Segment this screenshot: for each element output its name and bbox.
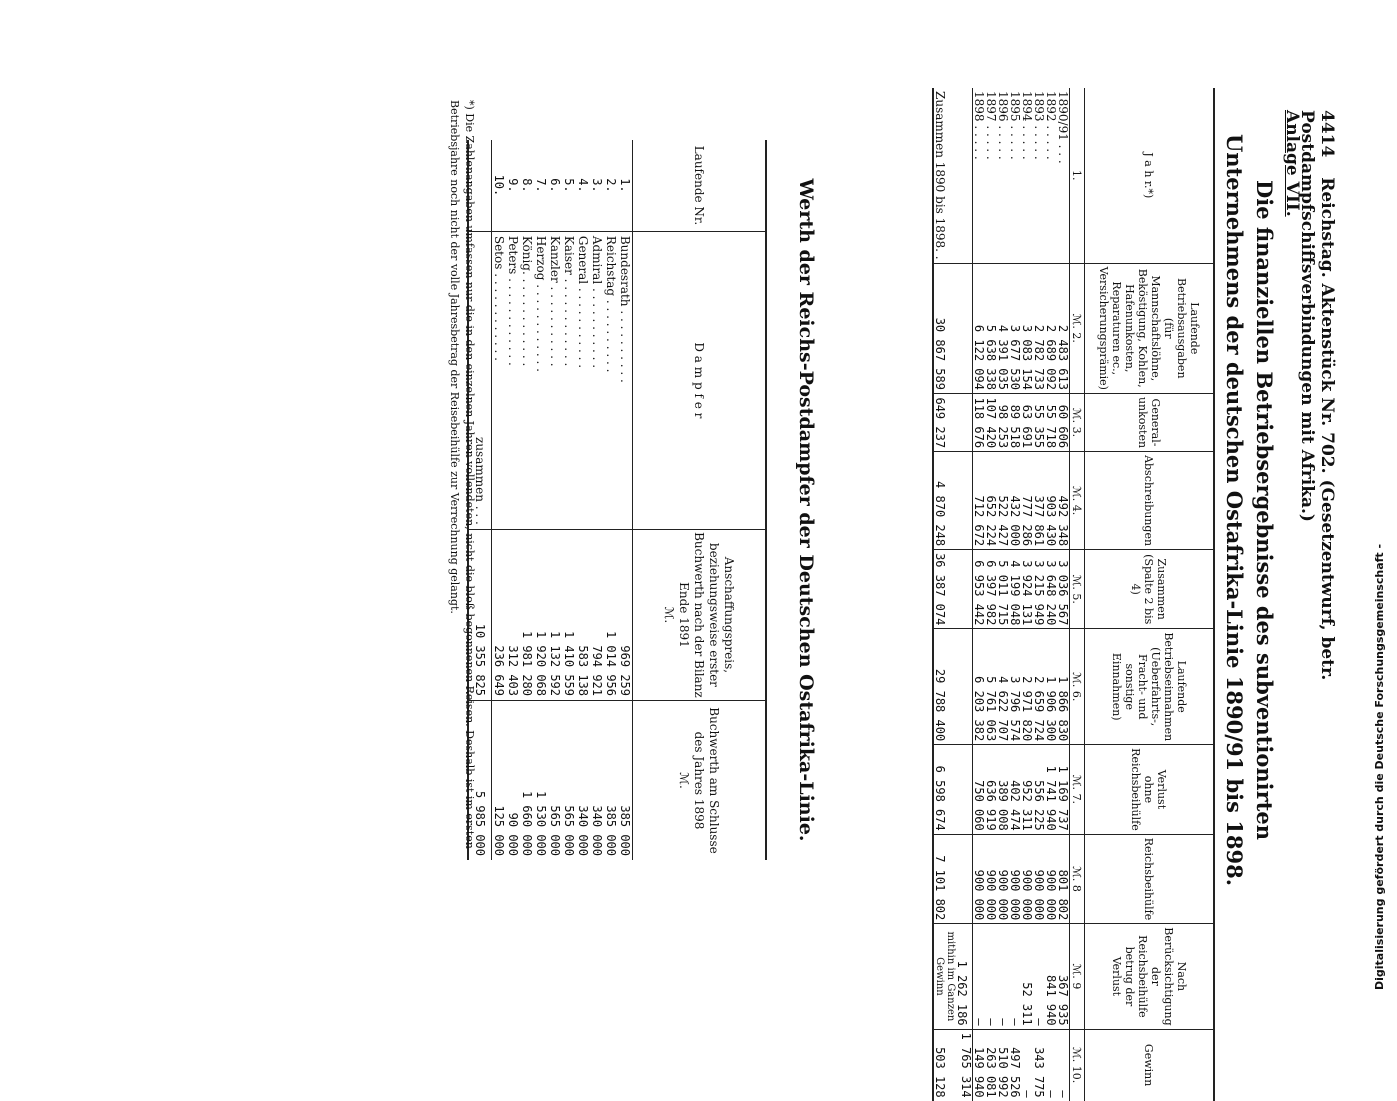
table-row [576,140,590,860]
steamer-cell: Setos . . . . . . . . . . . . [492,231,507,529]
value-cell: 2 659 724 [1033,629,1045,745]
value-cell: 3 036 567 [1057,550,1070,629]
col-revenue-header: Laufende Betriebseinnahmen (Ueberfahrts-, Fracht- und sonstige Einnahmen) [1085,629,1215,745]
value-cell: 6 397 982 [985,550,997,629]
header-text: Reichstag. Aktenstück Nr. 702. (Gesetzentwurf, betr. Postdampfschiffsverbindungen mit Afrika.) [1297,110,1337,681]
col-number [1070,924,1085,1029]
value-cell: 3 215 949 [1033,550,1045,629]
value-cell: 385 000 [604,701,618,861]
steamer-cell: Kaiser . . . . . . . . . . . . [562,231,576,529]
value-cell: 149 940 [973,1029,986,1101]
value-cell: 3 083 154 [1021,263,1033,393]
value-cell: 385 000 [618,701,633,861]
unit-label: ℳ. [1070,1046,1084,1063]
col-bookvalue-header [633,701,767,861]
sum-cell: 29 788 400 [933,629,973,745]
value-cell: 903 430 [1045,452,1057,550]
value-cell: 2 483 613 [1057,263,1070,393]
sum-cell: 4 870 248 [933,452,973,550]
value-cell: 1 866 830 [1057,629,1070,745]
value-cell: 565 000 [562,701,576,861]
nr-cell: 3. [590,178,604,193]
sum-row [933,88,973,1101]
nr-cell: 5. [562,178,576,193]
col-profit-header: Gewinn [1085,1029,1215,1101]
sum-profit: 1 765 314 [959,1032,973,1098]
value-cell: 900 000 [1033,834,1045,924]
table-row [506,140,520,860]
value-cell: 1 660 000 [520,701,534,861]
value-cell: 522 427 [997,452,1009,550]
value-cell: — [1009,924,1021,1029]
value-cell: 60 606 [1057,393,1070,451]
value-cell: 4 199 048 [1009,550,1021,629]
sum-cell: 30 867 589 [933,263,973,393]
unit-label: ℳ. [1070,313,1084,329]
table-row [590,140,604,860]
unit-label: ℳ. [1070,407,1084,424]
steamer-value-table [467,140,767,860]
digitization-sidebar [1365,0,1395,1000]
col-number [1070,452,1085,550]
col-number [1070,1029,1085,1101]
table-row [1021,88,1033,1101]
value-cell: — [1045,1029,1057,1101]
steamer-cell: General . . . . . . . . . . . [576,231,590,529]
table-row [973,88,986,1101]
loss-group-label: Verlust [1155,769,1169,810]
value-cell: 432 000 [1009,452,1021,550]
unit-label: ℳ. [662,606,677,624]
col-purchase-header [633,529,767,700]
after-subsidy-label: Nach Berücksichtigung der Reichsbeihülfe betrug der [1123,927,1188,1026]
col-year-header: J a h r.*) [1085,88,1215,263]
col-number-text: 8 [1070,884,1084,892]
table-row [1057,88,1070,1101]
unit-label: ℳ. [1070,774,1084,791]
table-row [1033,88,1045,1101]
col-number-text: 7. [1070,793,1084,805]
sum-label: Zusammen 1890 bis 1898. . [933,88,973,263]
value-cell: 801 802 [1057,834,1070,924]
year-cell: 1895 . . . . . [1008,91,1022,160]
value-cell: 6 203 382 [973,629,986,745]
value-cell: 5 638 338 [985,263,997,393]
value-cell: 900 000 [1021,834,1033,924]
year-cell: 1898 . . . . . [972,91,986,160]
value-cell: 55 355 [1033,393,1045,451]
table-row [492,140,507,860]
col-number [1070,393,1085,451]
year-cell: 1892 . . . . . [1044,91,1058,160]
col-nr-header: Laufende Nr. [633,140,767,231]
value-cell: — [973,924,986,1029]
value-cell: 343 775 [1033,1029,1045,1101]
col-loss-after-header [1085,924,1215,1029]
value-cell: 900 000 [1045,834,1057,924]
value-cell: 652 224 [985,452,997,550]
value-cell: 1 014 956 [604,529,618,700]
nr-cell: 6. [548,178,562,193]
total-label: zusammen . . . [468,231,492,529]
total-bookvalue: 5 985 000 [468,701,492,861]
col-overhead-header: General-unkosten [1085,393,1215,451]
value-cell: 712 672 [973,452,986,550]
section-title: Werth der Reichs-Postdampfer der Deutschen Ostafrika-Linie. [795,178,817,842]
unit-label: ℳ. [1070,672,1084,688]
net-label: mithin im Ganzen Gewinn [934,931,956,1022]
value-cell: 583 138 [576,529,590,700]
value-cell: 90 000 [506,701,520,861]
col-number-text: 3. [1070,426,1084,438]
nr-cell: 9. [506,178,520,193]
value-cell: 3 796 574 [1009,629,1021,745]
value-cell: 750 060 [973,745,986,835]
col-expenses-header: Laufende Betriebsausgaben (für Mannschaftslöhne, Beköstigung, Kohlen, Hafenunkosten, Reparaturen ec., Versicherungsprämie) [1085,263,1215,393]
value-cell: 565 000 [548,701,562,861]
value-cell: 900 000 [1009,834,1021,924]
value-cell: 900 000 [973,834,986,924]
col-depreciation-header: Abschreibungen [1085,452,1215,550]
table-row [534,140,548,860]
table-row [1009,88,1021,1101]
value-cell: — [1057,1029,1070,1101]
value-cell: 5 011 715 [997,550,1009,629]
total-purchase: 10 355 825 [468,529,492,700]
steamer-cell: Peters . . . . . . . . . . . . [506,231,520,529]
value-cell: 497 526 [1009,1029,1021,1101]
steamer-cell: Herzog . . . . . . . . . . . . [534,231,548,529]
col-number-text: 6. [1070,690,1084,702]
col-number [1070,263,1085,393]
value-cell: 900 000 [985,834,997,924]
value-cell: 841 940 [1045,924,1057,1029]
table-row [985,88,997,1101]
nr-cell: 1. [618,178,632,193]
value-cell: 340 000 [576,701,590,861]
value-cell: 777 286 [1021,452,1033,550]
value-cell: 107 420 [985,393,997,451]
year-cell: 1893 . . . . . [1032,91,1046,160]
value-cell: 2 971 820 [1021,629,1033,745]
year-cell: 1894 . . . . . [1020,91,1034,160]
value-cell: 3 648 240 [1045,550,1057,629]
bookvalue-label: Buchwerth am Schlusse des Jahres 1898 [692,707,722,854]
sum-cell [933,1029,973,1101]
value-cell: 6 953 442 [973,550,986,629]
unit-label: ℳ. [1070,574,1084,590]
value-cell: 367 935 [1057,924,1070,1029]
nr-cell: 7. [534,178,548,193]
value-cell: 52 311 [1021,924,1033,1029]
sum-cell [933,924,973,1029]
value-cell: 636 919 [985,745,997,835]
net-loss-label: Verlust [1110,956,1123,997]
unit-label: ℳ. [1070,963,1084,979]
value-cell: 1 741 940 [1045,745,1057,835]
net-profit: 503 128 [933,1047,947,1098]
steamer-cell: Bundesrath . . . . . . . . . . [618,231,633,529]
year-cell: 1896 . . . . . [996,91,1010,160]
col-number [1070,745,1085,835]
col-number-text: 2. [1070,332,1084,343]
steamer-cell: Kanzler . . . . . . . . . . . [548,231,562,529]
value-cell: 492 348 [1057,452,1070,550]
value-cell: — [997,924,1009,1029]
value-cell: 1 920 068 [534,529,548,700]
sum-cell: 7 101 802 [933,834,973,924]
unit-label: ℳ. [677,772,692,789]
digitization-note: Digitalisierung gefördert durch die Deutsche Forschungsgemeinschaft - [1373,543,1386,990]
value-cell: 55 718 [1045,393,1057,451]
value-cell: 263 081 [985,1029,997,1101]
value-cell: 556 225 [1033,745,1045,835]
table-row [562,140,576,860]
value-cell: 6 122 094 [973,263,986,393]
value-cell: — [1021,1029,1033,1101]
steamer-cell: Admiral . . . . . . . . . . . [590,231,604,529]
value-cell: 377 861 [1033,452,1045,550]
purchase-label: Anschaffungspreis, beziehungsweise erster Buchwerth nach der Bilanz Ende 1891 [677,532,737,698]
value-cell: 89 518 [1009,393,1021,451]
col-number [1070,834,1085,924]
value-cell: 389 008 [997,745,1009,835]
nr-cell: 8. [520,178,534,193]
value-cell: 1 981 280 [520,529,534,700]
value-cell: 5 761 063 [985,629,997,745]
value-cell: 510 992 [997,1029,1009,1101]
col-steamer-header: D a m p f e r [633,231,767,529]
value-cell: 1 132 592 [548,529,562,700]
sum-cell: 6 598 674 [933,745,973,835]
nr-cell: 10. [492,174,506,197]
unit-label: ℳ. [1070,485,1084,502]
value-cell: 2 689 092 [1045,263,1057,393]
col-number-text: 9 [1070,982,1084,990]
value-cell: 1 906 300 [1045,629,1057,745]
value-cell: 63 691 [1021,393,1033,451]
value-cell: 3 677 530 [1009,263,1021,393]
value-cell: 125 000 [492,701,507,861]
col-number: 1. [1070,88,1085,263]
steamer-cell: König. . . . . . . . . . . . . [520,231,534,529]
col-number-text: 4. [1070,504,1084,516]
value-cell: 900 000 [997,834,1009,924]
value-cell: 98 253 [997,393,1009,451]
financial-results-table [932,88,1215,1101]
value-cell: 4 391 035 [997,263,1009,393]
col-number-text: 10. [1070,1065,1084,1084]
nr-cell: 4. [576,178,590,193]
value-cell: — [985,924,997,1029]
table-row [520,140,534,860]
value-cell: 3 924 131 [1021,550,1033,629]
value-cell: 4 622 707 [997,629,1009,745]
value-cell: 1 410 559 [562,529,576,700]
col-total-header: Zusammen (Spalte 2 bis 4) [1085,550,1215,629]
table-row [997,88,1009,1101]
value-cell: 794 921 [590,529,604,700]
running-header [1297,110,1337,930]
value-cell: 1 169 737 [1057,745,1070,835]
year-cell: 1897 . . . . . [984,91,998,160]
year-cell: 1890/91 . . . [1056,91,1070,164]
value-cell: 340 000 [590,701,604,861]
col-loss-header [1085,745,1215,835]
value-cell: — [1033,924,1045,1029]
table-row [548,140,562,860]
value-cell: 1 530 000 [534,701,548,861]
col-number [1070,550,1085,629]
table-row [618,140,633,860]
table-row [1045,88,1057,1101]
footnote: *) Die Zahlenangaben umfassen nur die in den einzelnen Jahren vollendeten, nicht die bloß begonnenen Reisen. Deshalb ist im ersten Betriebsjahre noch nicht der volle Jahresbetrag der Reisebeihülfe zur Verrechnung gelangt. [448,100,476,849]
annex-label: Anlage VII. [1282,110,1302,217]
sum-cell: 36 387 074 [933,550,973,629]
unit-label: ℳ. [1070,866,1084,882]
value-cell: 118 676 [973,393,986,451]
sum-loss: 1 262 186 [955,960,969,1026]
col-number-text: 5. [1070,593,1084,604]
value-cell: 312 403 [506,529,520,700]
value-cell: 2 782 733 [1033,263,1045,393]
steamer-cell: Reichstag . . . . . . . . . . [604,231,618,529]
page-number: 4414 [1317,110,1337,158]
table-row [604,140,618,860]
loss-without-subsidy-label: ohne Reichsbeihülfe [1129,748,1156,831]
page-title: Die finanziellen Betriebsergebnisse des subventionirten Unternehmens der deutschen Ostafrika-Linie 1890/91 bis 1898. [1222,133,1277,887]
value-cell: 969 259 [618,529,633,700]
value-cell: 402 474 [1009,745,1021,835]
col-number [1070,629,1085,745]
value-cell: 952 311 [1021,745,1033,835]
col-subsidy-header: Reichsbeihülfe [1085,834,1215,924]
value-cell: 236 649 [492,529,507,700]
nr-cell: 2. [604,178,618,193]
sum-cell: 649 237 [933,393,973,451]
